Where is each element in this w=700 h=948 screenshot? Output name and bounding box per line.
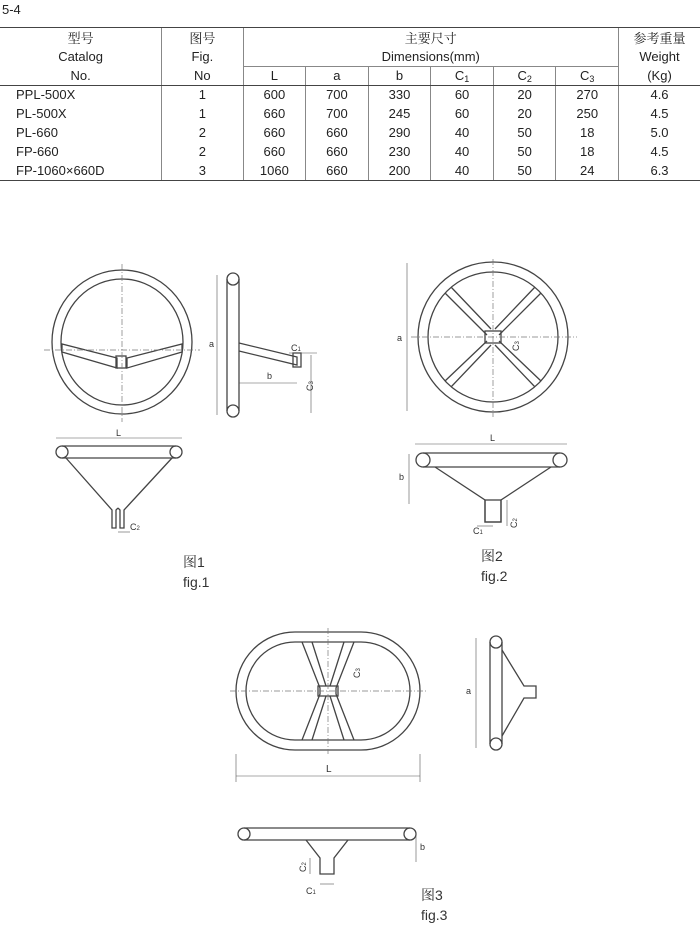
fig2-label-c3: C3 (511, 341, 521, 351)
fig2-side-view (395, 430, 580, 535)
table-header-row (0, 47, 700, 66)
fig3-label-b: b (420, 842, 426, 852)
table-row (0, 123, 700, 142)
cell-a: 700 (306, 85, 369, 104)
cell-c1: 60 (431, 104, 494, 123)
header-weight-unit: (Kg) (619, 66, 700, 85)
cell-c3: 270 (556, 85, 619, 104)
fig2-caption-en: fig.2 (481, 568, 508, 584)
header-fig-cn: 图号 (162, 28, 243, 48)
page-number: 5-4 (2, 2, 21, 17)
header-col-a: a (306, 66, 369, 85)
cell-a: 700 (306, 104, 369, 123)
cell-a: 660 (306, 123, 369, 142)
cell-b: 330 (368, 85, 431, 104)
cell-fig: 1 (162, 85, 243, 104)
fig1-label-c1: C1 (291, 343, 301, 353)
fig1-label-L: L (116, 428, 122, 438)
fig3-top-view (230, 822, 430, 902)
header-catalog-cn: 型号 (0, 28, 162, 48)
cell-L: 600 (243, 85, 306, 104)
cell-weight: 6.3 (619, 161, 700, 180)
header-catalog-en: Catalog (58, 49, 103, 64)
cell-c3: 18 (556, 142, 619, 161)
cell-c2: 50 (493, 123, 556, 142)
fig2-front-view (395, 255, 585, 420)
cell-c1: 60 (431, 85, 494, 104)
table-row (0, 161, 700, 180)
cell-catalog: FP-1060×660D (0, 161, 162, 180)
table-row (0, 142, 700, 161)
cell-b: 245 (368, 104, 431, 123)
cell-c2: 20 (493, 85, 556, 104)
fig2-label-c1: C1 (473, 526, 483, 535)
cell-c1: 40 (431, 123, 494, 142)
cell-b: 230 (368, 142, 431, 161)
fig1-label-b: b (267, 371, 273, 381)
cell-L: 660 (243, 104, 306, 123)
cell-b: 290 (368, 123, 431, 142)
cell-L: 660 (243, 142, 306, 161)
fig3-side-view (460, 628, 560, 758)
fig2-label-a: a (397, 333, 403, 343)
fig3-label-L: L (326, 764, 332, 775)
header-col-c2: $C_2$ (493, 66, 556, 85)
fig3-label-a: a (466, 686, 472, 696)
cell-c2: 50 (493, 161, 556, 180)
fig1-label-c2: C2 (130, 522, 140, 532)
header-catalog-no: No. (0, 66, 162, 85)
fig1-label-c3: C3 (305, 381, 315, 391)
spec-table (0, 27, 700, 181)
header-fig-en: Fig. (162, 47, 243, 66)
fig3-label-c3: C3 (352, 668, 362, 678)
cell-L: 1060 (243, 161, 306, 180)
fig1-label-a: a (209, 339, 215, 349)
table-header-row (0, 66, 700, 85)
header-dim-cn: 主要尺寸 (243, 28, 618, 48)
cell-fig: 2 (162, 123, 243, 142)
cell-catalog: PL-500X (16, 106, 67, 121)
cell-weight: 5.0 (619, 123, 700, 142)
cell-catalog: FP-660 (16, 144, 59, 159)
header-weight-en: Weight (619, 47, 700, 66)
header-fig-no: No (162, 66, 243, 85)
table-header-row (0, 28, 700, 48)
cell-c3: 24 (556, 161, 619, 180)
fig1-caption-cn: 图1 (183, 554, 205, 570)
cell-c3: 18 (556, 123, 619, 142)
header-col-b: b (368, 66, 431, 85)
cell-weight: 4.6 (619, 85, 700, 104)
cell-c1: 40 (431, 161, 494, 180)
cell-c2: 50 (493, 142, 556, 161)
fig3-label-c2: C2 (298, 862, 308, 872)
cell-fig: 3 (162, 161, 243, 180)
cell-b: 200 (368, 161, 431, 180)
header-col-c1: $C_1$ (431, 66, 494, 85)
fig3-caption-en: fig.3 (421, 907, 448, 923)
table-row (0, 104, 700, 123)
fig2-caption-cn: 图2 (481, 548, 503, 564)
cell-fig: 1 (162, 104, 243, 123)
fig1-top-view (50, 428, 190, 538)
fig2-label-c2: C2 (509, 518, 519, 528)
cell-catalog: PPL-500X (16, 87, 76, 103)
cell-c1: 40 (431, 142, 494, 161)
fig2-label-L: L (490, 433, 496, 443)
cell-weight: 4.5 (619, 104, 700, 123)
fig2-label-b: b (399, 472, 405, 482)
fig1-caption-en: fig.1 (183, 574, 210, 590)
header-col-c3: $C_3$ (556, 66, 619, 85)
fig3-caption-cn: 图3 (421, 887, 443, 903)
header-dim-en: Dimensions(mm) (243, 47, 618, 66)
header-weight-cn: 参考重量 (619, 28, 700, 48)
cell-c3: 250 (556, 104, 619, 123)
cell-weight: 4.5 (619, 142, 700, 161)
cell-fig: 2 (162, 142, 243, 161)
table-row (0, 85, 700, 104)
fig3-front-view (230, 628, 430, 788)
cell-c2: 20 (493, 104, 556, 123)
cell-L: 660 (243, 123, 306, 142)
fig1-side-view (205, 265, 325, 430)
cell-catalog: PL-660 (16, 125, 58, 140)
cell-a: 660 (306, 161, 369, 180)
header-col-L: L (243, 66, 306, 85)
fig3-label-c1: C1 (306, 886, 316, 896)
cell-a: 660 (306, 142, 369, 161)
fig1-front-view (40, 260, 210, 430)
